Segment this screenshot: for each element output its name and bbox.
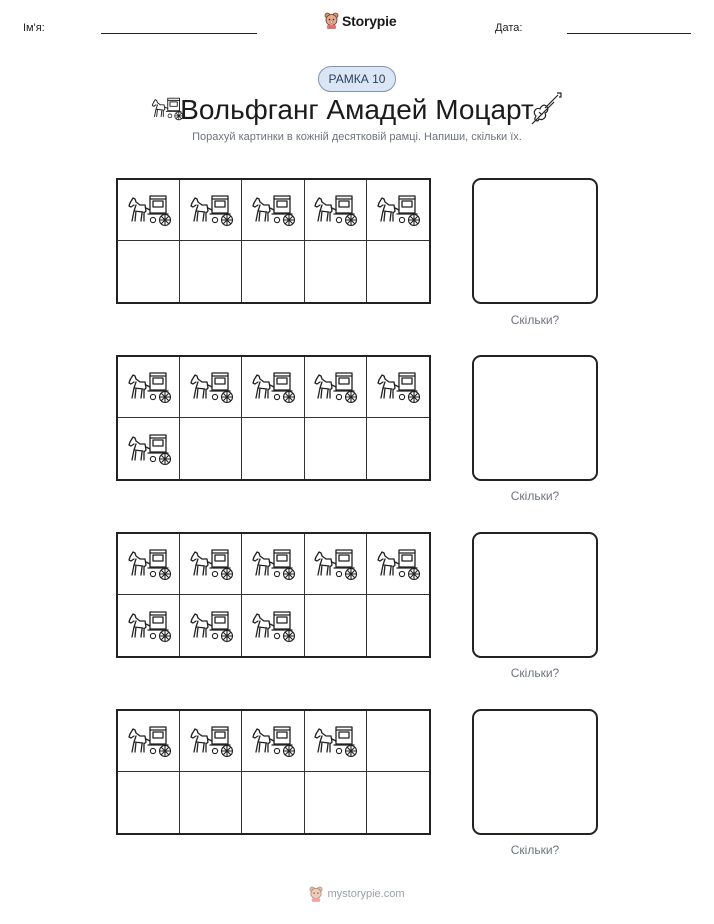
frame-cell [242, 595, 304, 656]
footer [0, 886, 714, 902]
name-line[interactable] [101, 33, 257, 34]
horse-carriage-icon [250, 547, 296, 581]
horse-carriage-icon [250, 724, 296, 758]
frame-cell [118, 357, 180, 418]
frame-cell [118, 241, 180, 302]
horse-carriage-icon [312, 193, 358, 227]
frame-cell [242, 241, 304, 302]
frame-cell [367, 595, 429, 656]
horse-carriage-icon [375, 370, 421, 404]
answer-box[interactable] [472, 178, 598, 304]
horse-carriage-icon [375, 547, 421, 581]
frame-cell [305, 241, 367, 302]
frame-badge: РАМКА 10 [318, 66, 396, 92]
horse-carriage-icon [250, 193, 296, 227]
horse-carriage-icon [312, 370, 358, 404]
horse-carriage-icon [188, 547, 234, 581]
bear-logo-icon [309, 886, 323, 902]
frame-cell [305, 534, 367, 595]
frame-cell [367, 772, 429, 833]
horse-carriage-icon [312, 724, 358, 758]
horse-carriage-icon [126, 547, 172, 581]
how-many-label: Скільки? [510, 843, 560, 857]
frame-cell [367, 418, 429, 479]
brand [324, 12, 396, 29]
frame-cell [118, 180, 180, 241]
frame-cell [118, 772, 180, 833]
frame-cell [180, 418, 242, 479]
frame-cell [180, 241, 242, 302]
frame-cell [180, 711, 242, 772]
frame-cell [305, 711, 367, 772]
horse-carriage-icon [250, 609, 296, 643]
frame-cell [242, 772, 304, 833]
how-many-label: Скільки? [510, 313, 560, 327]
frame-cell [242, 180, 304, 241]
frame-cell [242, 534, 304, 595]
horse-carriage-icon [312, 547, 358, 581]
frame-cell [305, 772, 367, 833]
answer-box[interactable] [472, 709, 598, 835]
date-label: Дата: [495, 22, 523, 34]
frame-cell [367, 711, 429, 772]
horse-carriage-icon [375, 193, 421, 227]
horse-carriage-icon [188, 724, 234, 758]
footer-url: mystorypie.com [327, 888, 405, 900]
answer-box[interactable] [472, 355, 598, 481]
bear-logo-icon [324, 12, 339, 29]
horse-carriage-icon [188, 193, 234, 227]
frame-cell [242, 418, 304, 479]
frame-cell [305, 357, 367, 418]
frame-cell [367, 357, 429, 418]
how-many-label: Скільки? [510, 489, 560, 503]
frame-cell [180, 595, 242, 656]
horse-carriage-icon [126, 724, 172, 758]
frame-cell [118, 711, 180, 772]
frame-cell [242, 357, 304, 418]
horse-carriage-icon [126, 193, 172, 227]
name-label: Ім'я: [23, 22, 45, 34]
frame-cell [118, 418, 180, 479]
how-many-label: Скільки? [510, 666, 560, 680]
horse-carriage-icon [188, 370, 234, 404]
answer-box[interactable] [472, 532, 598, 658]
ten-frame [116, 355, 431, 481]
frame-cell [118, 534, 180, 595]
ten-frame [116, 532, 431, 658]
instructions: Порахуй картинки в кожній десятковій рамці. Напиши, скільки їх. [192, 131, 522, 143]
horse-carriage-icon [126, 609, 172, 643]
frame-cell [118, 595, 180, 656]
frame-cell [180, 180, 242, 241]
frame-cell [305, 180, 367, 241]
frame-cell [180, 534, 242, 595]
frame-cell [305, 595, 367, 656]
frame-cell [242, 711, 304, 772]
frame-cell [180, 772, 242, 833]
frame-cell [180, 357, 242, 418]
date-line[interactable] [567, 33, 691, 34]
frame-cell [367, 180, 429, 241]
ten-frame [116, 709, 431, 835]
frame-cell [367, 534, 429, 595]
ten-frame [116, 178, 431, 304]
horse-carriage-icon [188, 609, 234, 643]
brand-name: Storypie [342, 12, 397, 29]
horse-carriage-icon [126, 432, 172, 466]
violin-icon [530, 90, 564, 126]
frame-cell [367, 241, 429, 302]
horse-carriage-icon [250, 370, 296, 404]
page-title: Вольфганг Амадей Моцарт [180, 94, 534, 125]
horse-carriage-icon [126, 370, 172, 404]
frame-cell [305, 418, 367, 479]
